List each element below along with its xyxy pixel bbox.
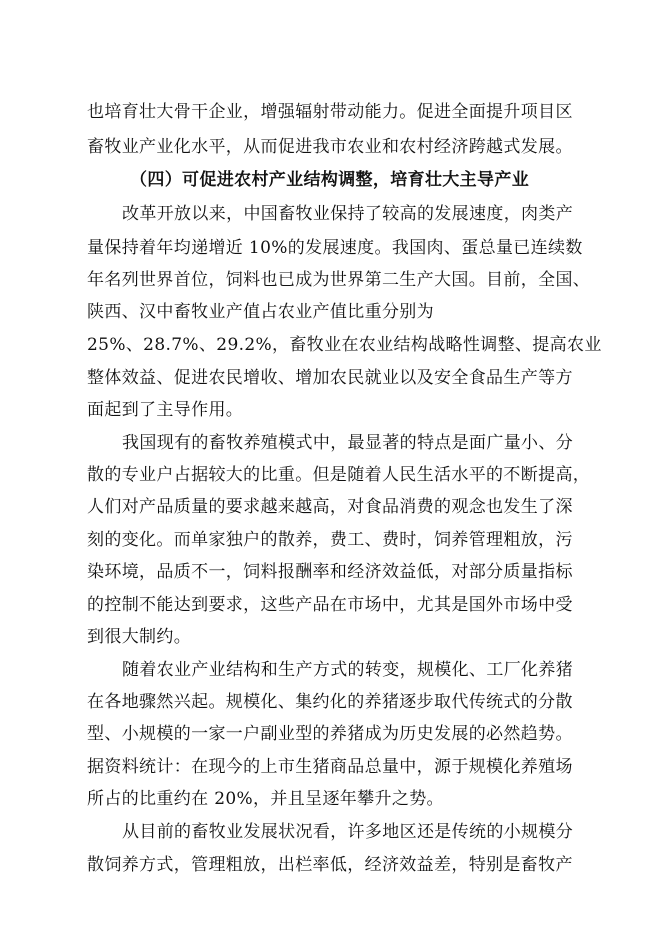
paragraph-line: 散的专业户占据较大的比重。但是随着人民生活水平的不断提高， [87, 465, 591, 485]
paragraph-line: 我国现有的畜牧养殖模式中，最显著的特点是面广量小、分 [122, 433, 574, 453]
paragraph-line: 整体效益、促进农民增收、增加农民就业以及安全食品生产等方 [87, 368, 573, 388]
paragraph-line: 从目前的畜牧业发展状况看，许多地区还是传统的小规模分 [122, 822, 574, 842]
paragraph-line: 散饲养方式，管理粗放，出栏率低，经济效益差，特别是畜牧产 [87, 855, 573, 875]
paragraph-line: 刻的变化。而单家独户的散养，费工、费时，饲养管理粗放，污 [87, 530, 573, 550]
paragraph-line: 随着农业产业结构和生产方式的转变，规模化、工厂化养猪 [122, 660, 574, 680]
paragraph-line: 量保持着年均递增近 10%的发展速度。我国肉、蛋总量已连续数 [87, 238, 583, 258]
paragraph-line: 的控制不能达到要求，这些产品在市场中，尤其是国外市场中受 [87, 595, 573, 615]
paragraph-line: 到很大制约。 [87, 627, 192, 647]
paragraph-line: 在各地骤然兴起。规模化、集约化的养猪逐步取代传统式的分散 [87, 692, 573, 712]
section-heading: （四）可促进农村产业结构调整，培育壮大主导产业 [130, 170, 530, 190]
paragraph-line: 年名列世界首位，饲料也已成为世界第二生产大国。目前，全国、 [87, 270, 591, 290]
paragraph-line: 型、小规模的一家一户副业型的养猪成为历史发展的必然趋势。 [87, 724, 573, 744]
paragraph-line: 面起到了主导作用。 [87, 400, 244, 420]
paragraph-line: 所占的比重约在 20%，并且呈逐年攀升之势。 [87, 789, 444, 809]
paragraph-line: 改革开放以来，中国畜牧业保持了较高的发展速度，肉类产 [122, 204, 574, 224]
paragraph-line: 染环境，品质不一，饲料报酬率和经济效益低，对部分质量指标 [87, 562, 573, 582]
paragraph-line: 也培育壮大骨干企业，增强辐射带动能力。促进全面提升项目区 [87, 102, 573, 122]
paragraph-line: 人们对产品质量的要求越来越高，对食品消费的观念也发生了深 [87, 497, 573, 517]
paragraph-line: 25%、28.7%、29.2%，畜牧业在农业结构战略性调整、提高农业 [87, 335, 602, 355]
paragraph-line: 陕西、汉中畜牧业产值占农业产值比重分别为 [87, 302, 434, 322]
paragraph-line: 据资料统计：在现今的上市生猪商品总量中，源于规模化养殖场 [87, 757, 573, 777]
paragraph-line: 畜牧业产业化水平，从而促进我市农业和农村经济跨越式发展。 [87, 137, 573, 157]
